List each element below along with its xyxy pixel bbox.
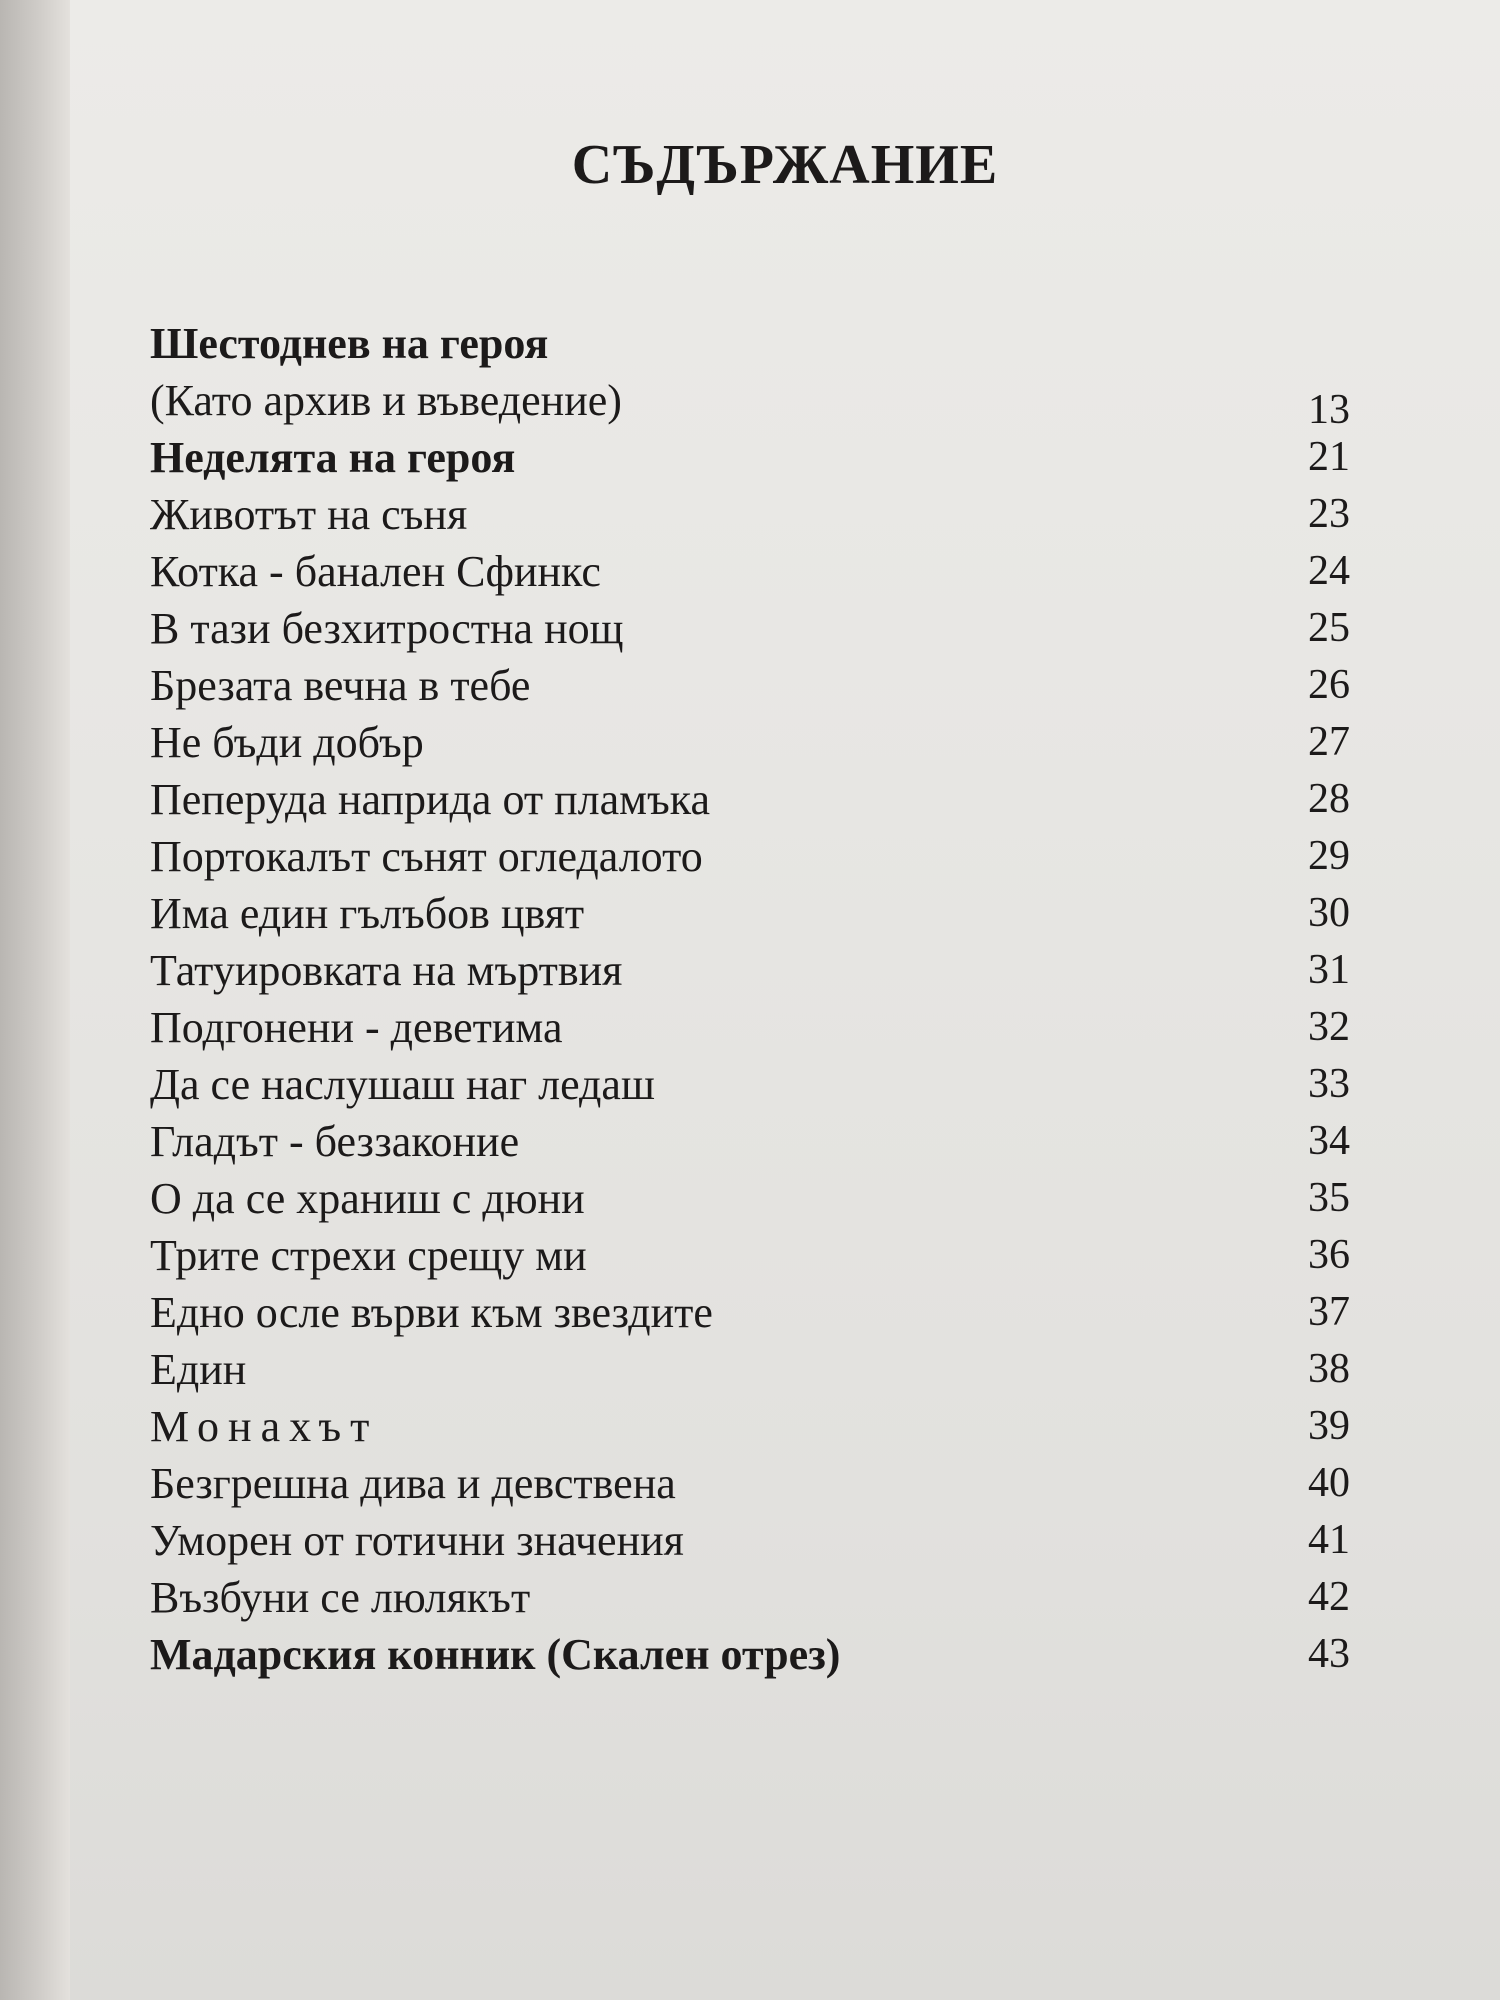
toc-entry — [150, 372, 1350, 433]
toc-entry-title: Трите стрехи срещу ми — [150, 1231, 587, 1280]
toc-entry-title: Един — [150, 1345, 247, 1394]
toc-entry-title: О да се храниш с дюни — [150, 1174, 585, 1223]
toc-entry-page: 26 — [1308, 662, 1350, 708]
toc-entry — [150, 1569, 1350, 1626]
toc-entry-title: Гладът - беззаконие — [150, 1117, 520, 1166]
toc-entry-title: Има един гълъбов цвят — [150, 889, 585, 938]
toc-entry-title: Едно осле върви към звездите — [150, 1288, 713, 1337]
toc-entry-title: Пеперуда наприда от пламъка — [150, 775, 710, 824]
toc-entry — [150, 828, 1350, 885]
toc-entry-page: 31 — [1308, 947, 1350, 993]
toc-entry-page: 32 — [1308, 1004, 1350, 1050]
toc-entry-title: Да се наслушаш наг ледаш — [150, 1060, 655, 1109]
toc-entry — [150, 1455, 1350, 1512]
table-of-contents — [150, 315, 1350, 1683]
toc-entry-title: Уморен от готични значения — [150, 1516, 684, 1565]
toc-entry-title: (Като архив и въведение) — [150, 376, 622, 425]
toc-entry-title: Шестоднев на героя — [150, 319, 549, 368]
toc-entry — [150, 771, 1350, 828]
toc-entry-page: 37 — [1308, 1289, 1350, 1335]
toc-entry — [150, 429, 1350, 486]
toc-entry — [150, 315, 1350, 372]
toc-entry-page: 13 — [1308, 387, 1350, 433]
toc-entry-page: 42 — [1308, 1574, 1350, 1620]
toc-entry — [150, 1113, 1350, 1170]
toc-entry — [150, 999, 1350, 1056]
toc-entry — [150, 1284, 1350, 1341]
book-gutter — [0, 0, 70, 2000]
toc-entry — [150, 714, 1350, 771]
toc-entry — [150, 1056, 1350, 1113]
toc-entry-page: 28 — [1308, 776, 1350, 822]
toc-entry-page: 25 — [1308, 605, 1350, 651]
toc-entry-page: 34 — [1308, 1118, 1350, 1164]
toc-entry-title: Монахът — [150, 1402, 379, 1451]
toc-entry-page: 39 — [1308, 1403, 1350, 1449]
toc-entry — [150, 1626, 1350, 1683]
toc-entry-title: Котка - банален Сфинкс — [150, 547, 601, 596]
toc-entry-title: В тази безхитростна нощ — [150, 604, 624, 653]
toc-entry-title: Портокалът сънят огледалото — [150, 832, 703, 881]
toc-entry — [150, 543, 1350, 600]
toc-entry — [150, 1512, 1350, 1569]
toc-entry-page: 35 — [1308, 1175, 1350, 1221]
toc-entry-title: Неделята на героя — [150, 433, 516, 482]
toc-entry-page: 33 — [1308, 1061, 1350, 1107]
toc-entry — [150, 1227, 1350, 1284]
toc-entry-page: 21 — [1308, 434, 1350, 480]
toc-entry-title: Възбуни се люлякът — [150, 1573, 531, 1622]
toc-entry-page: 40 — [1308, 1460, 1350, 1506]
toc-entry-page: 41 — [1308, 1517, 1350, 1563]
toc-entry — [150, 657, 1350, 714]
toc-entry-page: 36 — [1308, 1232, 1350, 1278]
book-page — [70, 0, 1500, 2000]
toc-entry-title: Безгрешна дива и девствена — [150, 1459, 676, 1508]
toc-entry — [150, 942, 1350, 999]
toc-entry-title: Мадарския конник (Скален отрез) — [150, 1630, 841, 1679]
toc-entry-page: 29 — [1308, 833, 1350, 879]
toc-entry — [150, 1341, 1350, 1398]
toc-entry — [150, 486, 1350, 543]
toc-entry-title: Татуировката на мъртвия — [150, 946, 623, 995]
toc-entry-page: 38 — [1308, 1346, 1350, 1392]
toc-entry — [150, 1398, 1350, 1455]
page-title: СЪДЪРЖАНИЕ — [571, 134, 999, 196]
toc-entry-page: 24 — [1308, 548, 1350, 594]
toc-entry-page: 43 — [1308, 1631, 1350, 1677]
toc-entry-title: Подгонени - деветима — [150, 1003, 563, 1052]
toc-entry-title: Животът на съня — [150, 490, 468, 539]
toc-entry — [150, 1170, 1350, 1227]
toc-entry-page: 30 — [1308, 890, 1350, 936]
toc-entry-title: Брезата вечна в тебе — [150, 661, 531, 710]
toc-entry-title: Не бъди добър — [150, 718, 424, 767]
toc-entry-page: 23 — [1308, 491, 1350, 537]
toc-entry — [150, 600, 1350, 657]
toc-entry — [150, 885, 1350, 942]
toc-entry-page: 27 — [1308, 719, 1350, 765]
